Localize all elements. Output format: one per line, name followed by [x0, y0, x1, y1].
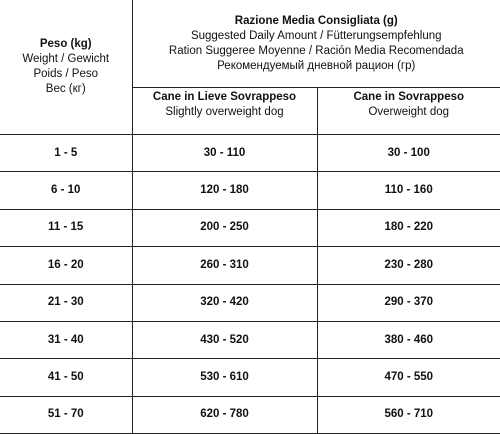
weight-cell: 51 - 70: [0, 396, 132, 433]
slight-overweight-cell: 260 - 310: [132, 247, 317, 284]
weight-cell: 16 - 20: [0, 247, 132, 284]
overweight-cell: 470 - 550: [317, 359, 500, 396]
weight-cell: 21 - 30: [0, 284, 132, 321]
slight-overweight-cell: 30 - 110: [132, 135, 317, 172]
slight-overweight-title: Cane in Lieve Sovrappeso: [133, 90, 317, 105]
overweight-cell: 560 - 710: [317, 396, 500, 433]
weight-cell: 31 - 40: [0, 321, 132, 358]
slight-overweight-cell: 620 - 780: [132, 396, 317, 433]
slight-overweight-cell: 320 - 420: [132, 284, 317, 321]
slight-overweight-cell: 120 - 180: [132, 172, 317, 209]
overweight-cell: 30 - 100: [317, 135, 500, 172]
slight-overweight-subtitle: Slightly overweight dog: [133, 105, 317, 120]
table-row: [0, 284, 500, 321]
ration-subtitle: Рекомендуемый дневной рацион (гр): [133, 59, 500, 74]
overweight-subtitle: Overweight dog: [318, 105, 500, 120]
overweight-cell: 380 - 460: [317, 321, 500, 358]
header-row-top: [0, 0, 500, 88]
weight-subtitle: Poids / Peso: [0, 67, 132, 82]
table-row: [0, 359, 500, 396]
ration-title: Razione Media Consigliata (g): [133, 14, 500, 29]
weight-subtitle: Вес (кг): [0, 82, 132, 97]
slight-overweight-cell: 200 - 250: [132, 209, 317, 246]
overweight-cell: 180 - 220: [317, 209, 500, 246]
table-row: [0, 247, 500, 284]
overweight-cell: 230 - 280: [317, 247, 500, 284]
weight-cell: 1 - 5: [0, 135, 132, 172]
weight-title: Peso (kg): [0, 37, 132, 52]
weight-header-cell: [0, 0, 132, 135]
ration-subtitle: Suggested Daily Amount / Fütterungsempfehlung: [133, 29, 500, 44]
weight-cell: 11 - 15: [0, 209, 132, 246]
ration-header-cell: [132, 0, 500, 88]
overweight-cell: 290 - 370: [317, 284, 500, 321]
table-row: [0, 396, 500, 433]
overweight-cell: 110 - 160: [317, 172, 500, 209]
slight-overweight-cell: 430 - 520: [132, 321, 317, 358]
weight-cell: 6 - 10: [0, 172, 132, 209]
table-row: [0, 321, 500, 358]
weight-cell: 41 - 50: [0, 359, 132, 396]
table-row: [0, 209, 500, 246]
weight-subtitle: Weight / Gewicht: [0, 52, 132, 67]
slight-overweight-cell: 530 - 610: [132, 359, 317, 396]
ration-subtitle: Ration Suggeree Moyenne / Ración Media Recomendada: [133, 44, 500, 59]
table-row: [0, 172, 500, 209]
overweight-header: [317, 88, 500, 135]
table-row: [0, 135, 500, 172]
slight-overweight-header: [132, 88, 317, 135]
overweight-title: Cane in Sovrappeso: [318, 90, 500, 105]
